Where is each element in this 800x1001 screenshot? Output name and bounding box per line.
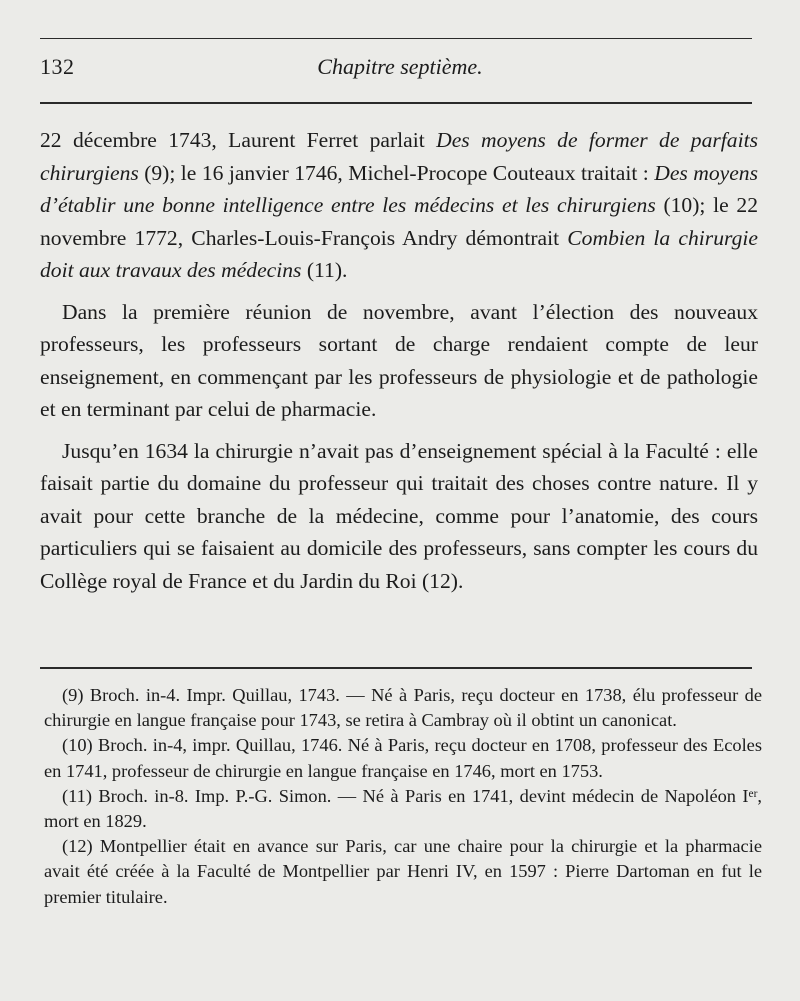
header-top-rule: [40, 38, 752, 39]
paragraph-1-text-3: (10); le 22 novembre 1772, Charles-Louis-François Andry démontrait: [40, 193, 758, 250]
paragraph-1-text-2: (9); le 16 janvier 1746, Michel-Procope Couteaux traitait :: [138, 160, 655, 185]
footnote-12: (12) Montpellier était en avance sur Paris, car une chaire pour la chirurgie et la pharmacie avait été créée à la Faculté de Montpellier par Henri IV, en 1597 : Pierre Dartoman en fut le premier titulaire.: [44, 836, 762, 907]
paragraph-2: Dans la première réunion de novembre, avant l’élection des nouveaux professeurs, les professeurs sortant de charge rendaient compte de leur enseignement, en commençant par les professeurs de physiologie et de pathologie et en terminant par celui de pharmacie.: [40, 299, 758, 421]
paragraph-1: [40, 124, 758, 287]
paragraph-1-text-1: 22 décembre 1743, Laurent Ferret parlait: [40, 128, 437, 152]
running-title: Chapitre septième.: [317, 54, 483, 79]
footnote-11-superscript: er: [748, 787, 758, 800]
paragraph-1-text-4: (11).: [301, 258, 348, 282]
page-number: 132: [40, 54, 75, 79]
paragraph-1-title-1: Des moyens de former de parfaits chirurgiens: [40, 128, 758, 185]
footnotes: [44, 683, 762, 910]
paragraph-1-title-2: Des moyens d’établir une bonne intelligence entre les médecins et les chirurgiens: [40, 160, 758, 217]
footnotes-separator: [40, 667, 752, 669]
footnote-11-text: (11) Broch. in-8. Imp. P.-G. Simon. — Né à Paris en 1741, devint médecin de Napoléon I: [62, 785, 749, 806]
footnote-10: (10) Broch. in-4, impr. Quillau, 1746. Né à Paris, reçu docteur en 1708, professeur des Ecoles en 1741, professeur de chirurgie en langue française en 1746, mort en 1753.: [44, 735, 762, 781]
footnote-11: [44, 784, 762, 834]
paragraph-1-title-3: Combien la chirurgie doit aux travaux des médecins: [40, 225, 758, 282]
header-bottom-rule: [40, 102, 752, 104]
paragraph-3: Jusqu’en 1634 la chirurgie n’avait pas d’enseignement spécial à la Faculté : elle faisait partie du domaine du professeur qui traitait des choses contre nature. Il y avait pour cette branche de la médecine, comme pour l’anatomie, des cours particuliers qui se faisaient au domicile des professeurs, sans compter les cours du Collège royal de France et du Jardin du Roi (12).: [40, 438, 758, 593]
main-text: [40, 124, 758, 597]
footnote-9: (9) Broch. in-4. Impr. Quillau, 1743. — Né à Paris, reçu docteur en 1738, élu professeur de chirurgie en langue française pour 1743, se retira à Cambray où il obtint un canonicat.: [44, 685, 762, 731]
footnote-11-text-end: , mort en 1829.: [44, 785, 762, 832]
